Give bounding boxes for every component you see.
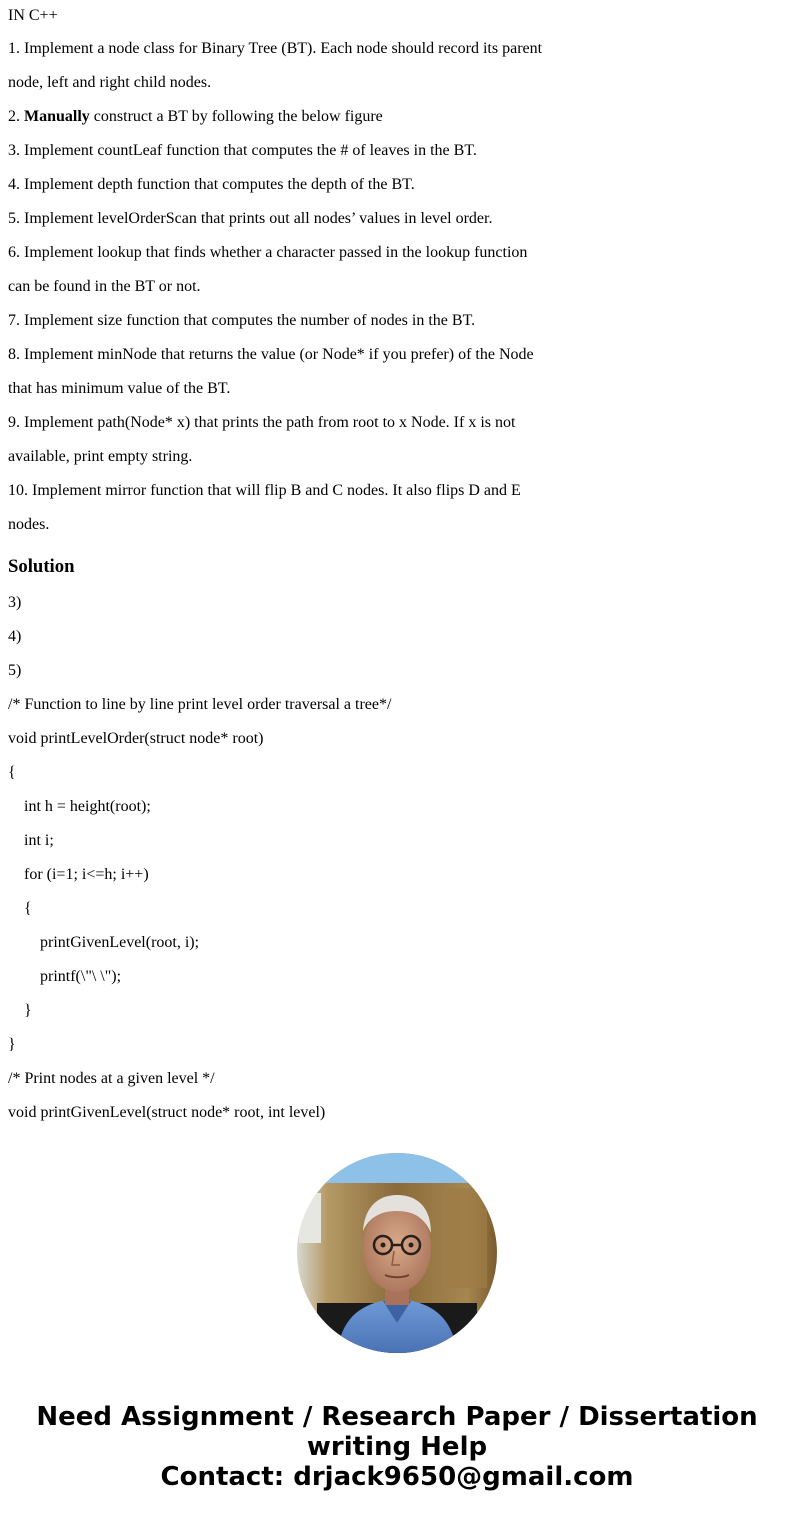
question-line: can be found in the BT or not. xyxy=(8,278,201,295)
solution-line: 3) xyxy=(8,594,22,611)
question-line: 1. Implement a node class for Binary Tree (BT). Each node should record its parent xyxy=(8,40,543,57)
code-comment: /* Print nodes at a given level */ xyxy=(8,1070,215,1087)
question-line: node, left and right child nodes. xyxy=(8,74,212,91)
code-line: int h = height(root); xyxy=(24,798,151,815)
footer-subline: writing Help xyxy=(306,1432,488,1462)
solution-line: 4) xyxy=(8,628,22,645)
code-line: { xyxy=(8,764,16,781)
footer-banner xyxy=(0,1402,794,1492)
question-line: nodes. xyxy=(8,516,50,533)
solution-heading: Solution xyxy=(8,556,75,577)
footer-headline: Need Assignment / Research Paper / Dissertation xyxy=(36,1402,758,1432)
code-line: printf(\"\ \"); xyxy=(40,968,122,985)
avatar xyxy=(297,1153,497,1353)
question-line: 9. Implement path(Node* x) that prints the path from root to x Node. If x is not xyxy=(8,414,516,431)
code-line: } xyxy=(24,1002,32,1019)
code-comment: /* Function to line by line print level order traversal a tree*/ xyxy=(8,696,392,713)
question-line: 3. Implement countLeaf function that computes the # of leaves in the BT. xyxy=(8,142,477,159)
question-line: 10. Implement mirror function that will flip B and C nodes. It also flips D and E xyxy=(8,482,521,499)
item-text: construct a BT by following the below figure xyxy=(89,108,383,125)
bold-emphasis: Manually xyxy=(24,108,90,125)
solution-line: 5) xyxy=(8,662,22,679)
item-number: 2. xyxy=(8,108,24,125)
code-line: void printGivenLevel(struct node* root, int level) xyxy=(8,1104,326,1121)
question-line: 8. Implement minNode that returns the value (or Node* if you prefer) of the Node xyxy=(8,346,534,363)
code-line: printGivenLevel(root, i); xyxy=(40,934,200,951)
avatar-photo-icon xyxy=(297,1153,497,1353)
code-line: int i; xyxy=(24,832,54,849)
question-line: 5. Implement levelOrderScan that prints out all nodes’ values in level order. xyxy=(8,210,493,227)
code-line: for (i=1; i<=h; i++) xyxy=(24,866,149,883)
footer-contact-email: Contact: drjack9650@gmail.com xyxy=(160,1462,634,1492)
title-line: IN C++ xyxy=(8,7,58,24)
code-line: void printLevelOrder(struct node* root) xyxy=(8,730,264,747)
question-line: that has minimum value of the BT. xyxy=(8,380,231,397)
question-line-manual-construct xyxy=(8,100,786,134)
question-line: 6. Implement lookup that finds whether a character passed in the lookup function xyxy=(8,244,528,261)
code-line: { xyxy=(24,900,32,917)
code-line: } xyxy=(8,1036,16,1053)
question-line: available, print empty string. xyxy=(8,448,193,465)
question-line: 4. Implement depth function that computes the depth of the BT. xyxy=(8,176,415,193)
question-line: 7. Implement size function that computes the number of nodes in the BT. xyxy=(8,312,476,329)
document-body xyxy=(8,0,786,1130)
